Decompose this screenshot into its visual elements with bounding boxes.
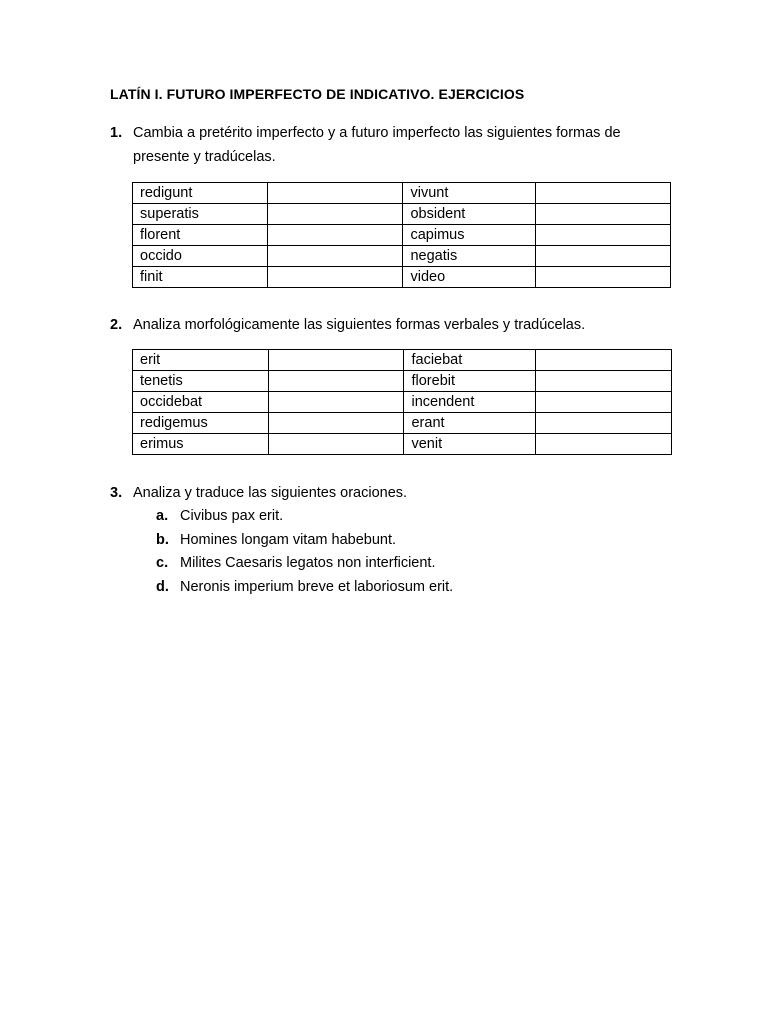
table-cell: faciebat: [404, 350, 536, 371]
exercise-3-sentence-list: [156, 505, 670, 599]
answer-cell: [536, 413, 672, 434]
list-item-letter: a.: [156, 508, 169, 524]
table-cell: capimus: [403, 225, 536, 246]
table-row: [133, 246, 671, 267]
exercise-2-table: [132, 349, 672, 455]
exercise-1-heading: [110, 121, 670, 169]
table-cell: redigemus: [133, 413, 269, 434]
table-cell: tenetis: [133, 371, 269, 392]
table-row: [133, 204, 671, 225]
table-cell: occido: [133, 246, 268, 267]
exercise-3-heading: [110, 481, 670, 505]
answer-cell: [267, 225, 403, 246]
list-item: [156, 552, 670, 576]
exercise-3-number: 3.: [110, 485, 123, 501]
list-item-letter: c.: [156, 555, 169, 571]
answer-cell: [536, 246, 671, 267]
answer-cell: [268, 350, 404, 371]
table-row: [133, 371, 672, 392]
exercise-3: [110, 481, 670, 599]
table-row: [133, 225, 671, 246]
list-item-letter: d.: [156, 578, 169, 595]
table-cell: superatis: [133, 204, 268, 225]
exercise-1-number: 1.: [110, 125, 123, 141]
table-cell: vivunt: [403, 183, 536, 204]
table-cell: obsident: [403, 204, 536, 225]
answer-cell: [268, 434, 404, 455]
table-cell: erimus: [133, 434, 269, 455]
table-row: [133, 267, 671, 288]
answer-cell: [268, 413, 404, 434]
exercise-2: [110, 313, 670, 455]
exercise-2-instructions: Analiza morfológicamente las siguientes formas verbales y tradúcelas.: [133, 317, 586, 333]
answer-cell: [536, 183, 671, 204]
table-row: [133, 350, 672, 371]
answer-cell: [536, 434, 672, 455]
document-title: LATÍN I. FUTURO IMPERFECTO DE INDICATIVO. EJERCICIOS: [110, 86, 525, 102]
answer-cell: [536, 371, 672, 392]
table-cell: occidebat: [133, 392, 269, 413]
list-item: [156, 529, 670, 553]
table-row: [133, 434, 672, 455]
list-item-text: Neronis imperium breve et laboriosum erit.: [180, 578, 454, 595]
table-cell: erit: [133, 350, 269, 371]
table-cell: redigunt: [133, 183, 268, 204]
answer-cell: [267, 204, 403, 225]
exercise-2-number: 2.: [110, 317, 123, 333]
answer-cell: [536, 225, 671, 246]
answer-cell: [267, 183, 403, 204]
answer-cell: [267, 267, 403, 288]
table-cell: incendent: [404, 392, 536, 413]
list-item-text: Milites Caesaris legatos non interficient.: [180, 555, 436, 571]
table-cell: finit: [133, 267, 268, 288]
exercise-2-heading: [110, 313, 670, 337]
exercise-1-instructions: Cambia a pretérito imperfecto y a futuro imperfecto las siguientes formas de presente y tradúcelas.: [133, 125, 621, 165]
table-cell: florent: [133, 225, 268, 246]
table-cell: negatis: [403, 246, 536, 267]
answer-cell: [267, 246, 403, 267]
table-row: [133, 392, 672, 413]
answer-cell: [536, 350, 672, 371]
exercise-1-table: [132, 182, 671, 288]
list-item-letter: b.: [156, 531, 169, 548]
table-cell: florebit: [404, 371, 536, 392]
answer-cell: [268, 392, 404, 413]
list-item: [156, 576, 670, 600]
list-item: [156, 505, 670, 529]
exercise-3-instructions: Analiza y traduce las siguientes oraciones.: [133, 485, 408, 501]
answer-cell: [536, 267, 671, 288]
table-row: [133, 183, 671, 204]
answer-cell: [536, 204, 671, 225]
list-item-text: Homines longam vitam habebunt.: [180, 531, 397, 548]
answer-cell: [268, 371, 404, 392]
answer-cell: [536, 392, 672, 413]
table-cell: erant: [404, 413, 536, 434]
table-cell: venit: [404, 434, 536, 455]
table-row: [133, 413, 672, 434]
exercise-1: [110, 121, 670, 288]
list-item-text: Civibus pax erit.: [180, 508, 284, 524]
table-cell: video: [403, 267, 536, 288]
